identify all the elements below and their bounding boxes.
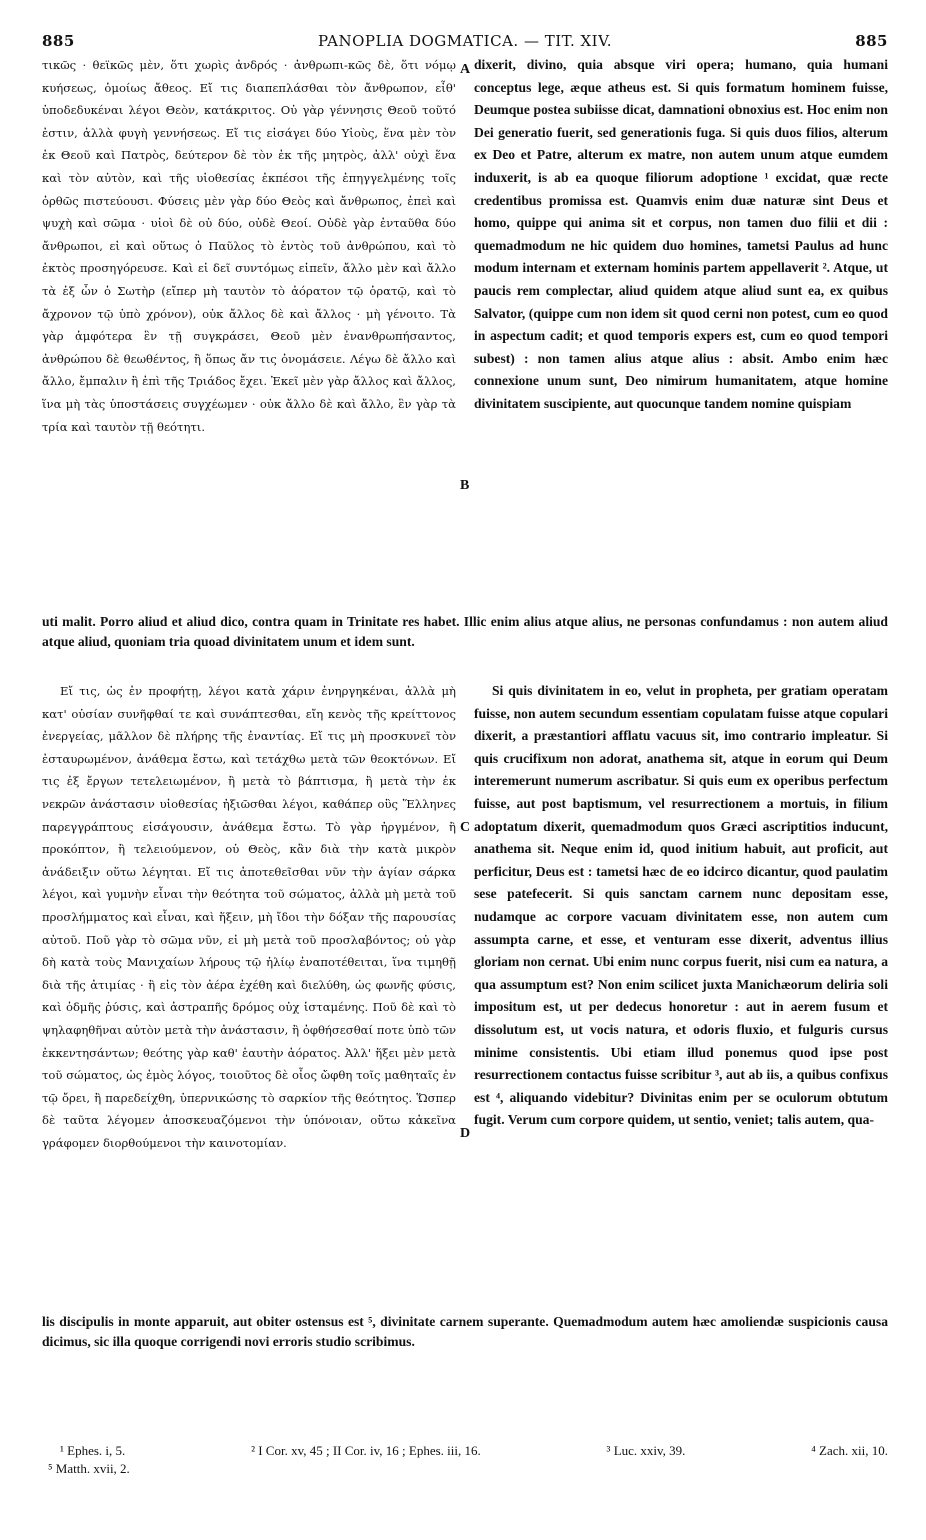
page-number-right: 885 xyxy=(855,32,888,50)
margin-marker-d: D xyxy=(460,1126,471,1141)
latin-text-1: dixerit, divino, quia absque viri opera; humano, quia humani conceptus lege, æque atheus est. Si quis formatum hominem fuisse, Deumque postea subiisse dicat, damnationi obnoxius est. Hoc enim non Dei generatio fuerit, sed generationis fuga. Si quis duos filios, alterum ex Deo et Patre, alterum ex matre, non autem unum atque eumdem induxerit, is ab ea quoque filiorum adoptione ¹ excidat, quæ recte credentibus promissa est. Quamvis enim duæ naturæ sint Deus et homo, quippe qui anima sit et corpus, non tamen duo filii et dii : quemadmodum ne hic quidem duo homines, tametsi Paulus ad hunc modum internam et externam hominis partem appellaverit ². Atque, ut paucis rem complectar, aliud quidem atque aliud sunt ea, ex quibus Salvator, (quippe cum non idem sit quod cerni non potest, cum eo quod in aspectum cadit; et quod temporis expers est, cum eo quod tempori subest) : non tamen alius atque alius : absit. Ambo enim hæc connexione unum sunt, Deo nimirum humanitatem, atque homine divinitatem suscipiente, aut quocunque tandem nomine quispiam xyxy=(474,57,888,411)
full-width-paragraph-2 xyxy=(42,1312,888,1378)
greek-text-2: Εἴ τις, ὡς ἐν προφήτῃ, λέγοι κατὰ χάριν ἐνηργηκέναι, ἀλλὰ μὴ κατ' οὐσίαν συνῆφθαί τε καὶ συνάπτεσθαι, εἴη κενὸς τῆς κρείττονος ἐνεργείας, μᾶλλον δὲ πλήρης τῆς ἐναντίας. Εἴ τις μὴ προσκυνεῖ τὸν ἐσταυρωμένον, ἀνάθεμα ἔστω, καὶ τετάχθω μετὰ τῶν θεοκτόνων. Εἴ τις ἐξ ἔργων τετελειωμένον, ἢ μετὰ τὸ βάπτισμα, ἢ μετὰ τὴν ἐκ νεκρῶν ἀνάστασιν υἱοθεσίας ἠξιῶσθαι λέγοι, καθάπερ οὓς Ἕλληνες παρεγγράπτους εἰσάγουσιν, ἀνάθεμα ἔστω. Τὸ γὰρ ἠργμένον, ἢ προκόπτον, ἢ τελειούμενον, οὐ Θεὸς, κἂν διὰ τὴν κατὰ μικρὸν ἀνάδειξιν οὕτω λέγηται. Εἴ τις ἀποτεθεῖσθαι νῦν τὴν ἁγίαν σάρκα λέγοι, καὶ γυμνὴν εἶναι τὴν θεότητα τοῦ σώματος, ἀλλὰ μὴ μετὰ τοῦ προσλήμματος καὶ εἶναι, καὶ ἥξειν, μὴ ἴδοι τὴν δόξαν τῆς παρουσίας αὐτοῦ. Ποῦ γὰρ τὸ σῶμα νῦν, εἰ μὴ μετὰ τοῦ προσλαβόντος; οὐ γὰρ δὴ κατὰ τοὺς Μανιχαίων λήρους τῷ ἡλίῳ ἐναποτέθειται, ἵνα τιμηθῇ διὰ τῆς ἀτιμίας · ἢ εἰς τὸν ἀέρα ἐχέθη καὶ διελύθη, ὡς φωνῆς φύσις, καὶ ὀδμῆς ῥύσις, καὶ ἀστραπῆς δρόμος οὐχ ἱσταμένης. Ποῦ δὲ καὶ τὸ ψηλαφηθῆναι αὐτὸν μετὰ τὴν ἀνάστασιν, ἢ ὀφθήσεσθαί ποτε ὑπὸ τῶν ἐκκεντησάντων; θεότης γὰρ καθ' ἑαυτὴν ἀόρατος. Ἀλλ' ἥξει μὲν μετὰ τοῦ σώματος, ὡς ἐμὸς λόγος, τοιοῦτος δὲ οἷος ὤφθη τοῖς μαθηταῖς ἐν τῷ ὄρει, ἢ παρεδείχθη, ὑπερνικώσης τὸ σαρκίον τῆς θεότητος. Ὥσπερ δὲ ταῦτα λέγομεν ἀποσκευαζόμενοι τὴν ὑπόνοιαν, οὕτω κἀκεῖνα γράφομεν διορθούμενοι τὴν καινοτομίαν. xyxy=(42,684,456,1150)
margin-marker-c: C xyxy=(460,820,471,835)
two-column-section-2 xyxy=(42,680,888,1312)
margin-marker-a: A xyxy=(460,62,471,77)
full-width-text-1: uti malit. Porro aliud et aliud dico, contra quam in Trinitate res habet. Illic enim alius atque alius, ne personas confundamus : non autem aliud atque aliud, quoniam tria quoad divinitatem unum et idem sunt. xyxy=(42,614,888,649)
running-title: PANOPLIA DOGMATICA. — TIT. XIV. xyxy=(317,32,613,50)
page-number-left: 885 xyxy=(42,32,75,50)
latin-text-2: Si quis divinitatem in eo, velut in propheta, per gratiam operatam fuisse, non autem secundum essentiam copulatam fuisse atque copulari dixerit, a præstantiori afflatu vacuus sit, imo contrario impleatur. Si quis crucifixum non adorat, anathema sit, atque in eorum qui Deum interemerunt numerum ascribatur. Si quis eum ex operibus perfectum fuisse, aut post baptismum, vel resurrectionem a mortuis, in filium adoptatum dixerit, quemadmodum quos Græci ascriptitios inducunt, anathema sit. Neque enim id, quod initium habuit, aut proficit, aut perficitur, Deus est : tametsi hæc de eo idcirco dicantur, quod paulatim sese patefecerit. Si quis sanctam carnem nunc depositam esse, nudamque ac corpore vacuam divinitatem esse, non autem cum assumpta carne, et esse, et venturam esse dixerit, adventus illius gloriam non cernat. Ubi enim nunc corpus fuerit, nisi cum ea natura, a qua assumptum est? Non enim scilicet juxta Manichæorum deliria soli impositum est, ut per dedecus honoretur : aut in aerem fusum et dissolutum est, ut vocis natura, et odoris fluxio, et fulguris cursus minime consistentis. Ubi etiam illud ponemus quod ipse post resurrectionem contactus fuisse scribitur ³, aut ab iis, a quibus confixus est ⁴, aliquando videbitur? Divinitas enim per se oculorum obtutum fugit. Verum cum corpore quidem, ut sentio, veniet; talis autem, qua- xyxy=(474,683,888,1128)
two-column-section-1 xyxy=(42,54,888,610)
greek-column-2 xyxy=(42,680,456,1312)
footnotes-row-2 xyxy=(42,1460,888,1478)
latin-column-1 xyxy=(474,54,888,610)
footnote-5: ⁵ Matth. xvii, 2. xyxy=(48,1461,130,1476)
footnote-2: ² I Cor. xv, 45 ; II Cor. iv, 16 ; Ephes. iii, 16. xyxy=(251,1443,481,1458)
footnotes-row-1 xyxy=(42,1442,888,1460)
footnotes xyxy=(42,1442,888,1478)
footnote-4: ⁴ Zach. xii, 10. xyxy=(811,1443,888,1458)
footnote-1: ¹ Ephes. i, 5. xyxy=(60,1443,126,1458)
footnote-3: ³ Luc. xxiv, 39. xyxy=(606,1443,686,1458)
latin-column-2 xyxy=(474,680,888,1312)
full-width-paragraph-1 xyxy=(42,612,888,674)
greek-column-1 xyxy=(42,54,456,610)
greek-text-1: τικῶς · θεϊκῶς μὲν, ὅτι χωρὶς ἀνδρός · ἀνθρωπι-κῶς δὲ, ὅτι νόμῳ κυήσεως, ὁμοίως ἄθεος. Εἴ τις διαπεπλάσθαι τὸν ἄνθρωπον, εἶθ' ὑποδεδυκέναι λέγοι Θεὸν, κατάκριτος. Οὐ γὰρ γέννησις Θεοῦ τοῦτό ἐστιν, ἀλλὰ φυγὴ γεννήσεως. Εἴ τις εἰσάγει δύο Υἱοὺς, ἕνα μὲν τὸν ἐκ Θεοῦ καὶ Πατρὸς, δεύτερον δὲ τὸν ἐκ τῆς μητρὸς, ἀλλ' οὐχὶ ἕνα καὶ τὸν αὐτὸν, καὶ τῆς υἱοθεσίας ἐκπέσοι τῆς ἐπηγγελμένης τοῖς ὀρθῶς πιστεύουσι. Φύσεις μὲν γὰρ δύο Θεὸς καὶ ἄνθρωπος, ἐπεὶ καὶ ψυχὴ καὶ σῶμα · υἱοὶ δὲ οὐ δύο, οὐδὲ Θεοί. Οὐδὲ γὰρ ἐνταῦθα δύο ἄνθρωποι, εἰ καὶ οὕτως ὁ Παῦλος τὸ ἐντὸς τοῦ ἀνθρώπου, καὶ τὸ ἐκτὸς προσηγόρευσε. Καὶ εἰ δεῖ συντόμως εἰπεῖν, ἄλλο μὲν καὶ ἄλλο τὰ ἐξ ὧν ὁ Σωτὴρ (εἴπερ μὴ ταυτὸν τὸ ἀόρατον τῷ ὁρατῷ, καὶ τὸ ἄχρονον τῷ ὑπὸ χρόνον), οὐκ ἄλλος δὲ καὶ ἄλλος · μὴ γένοιτο. Τὰ γὰρ ἀμφότερα ἓν τῇ συγκράσει, Θεοῦ μὲν ἐνανθρωπήσαντος, ἀνθρώπου δὲ θεωθέντος, ἢ ὅπως ἄν τις ὀνομάσειε. Λέγω δὲ ἄλλο καὶ ἄλλο, ἔμπαλιν ἢ ἐπὶ τῆς Τριάδος ἔχει. Ἐκεῖ μὲν γὰρ ἄλλος καὶ ἄλλος, ἵνα μὴ τὰς ὑποστάσεις συγχέωμεν · οὐκ ἄλλο δὲ καὶ ἄλλο, ἓν γὰρ τὰ τρία καὶ ταυτὸν τῇ θεότητι. xyxy=(42,58,456,434)
margin-marker-b: B xyxy=(460,478,470,493)
full-width-text-2: lis discipulis in monte apparuit, aut obiter ostensus est ⁵, divinitate carnem superante. Quemadmodum autem hæc amoliendæ suspicionis causa dicimus, sic illa quoque corrigendi novi erroris studio scribimus. xyxy=(42,1314,888,1349)
running-header xyxy=(42,28,888,54)
